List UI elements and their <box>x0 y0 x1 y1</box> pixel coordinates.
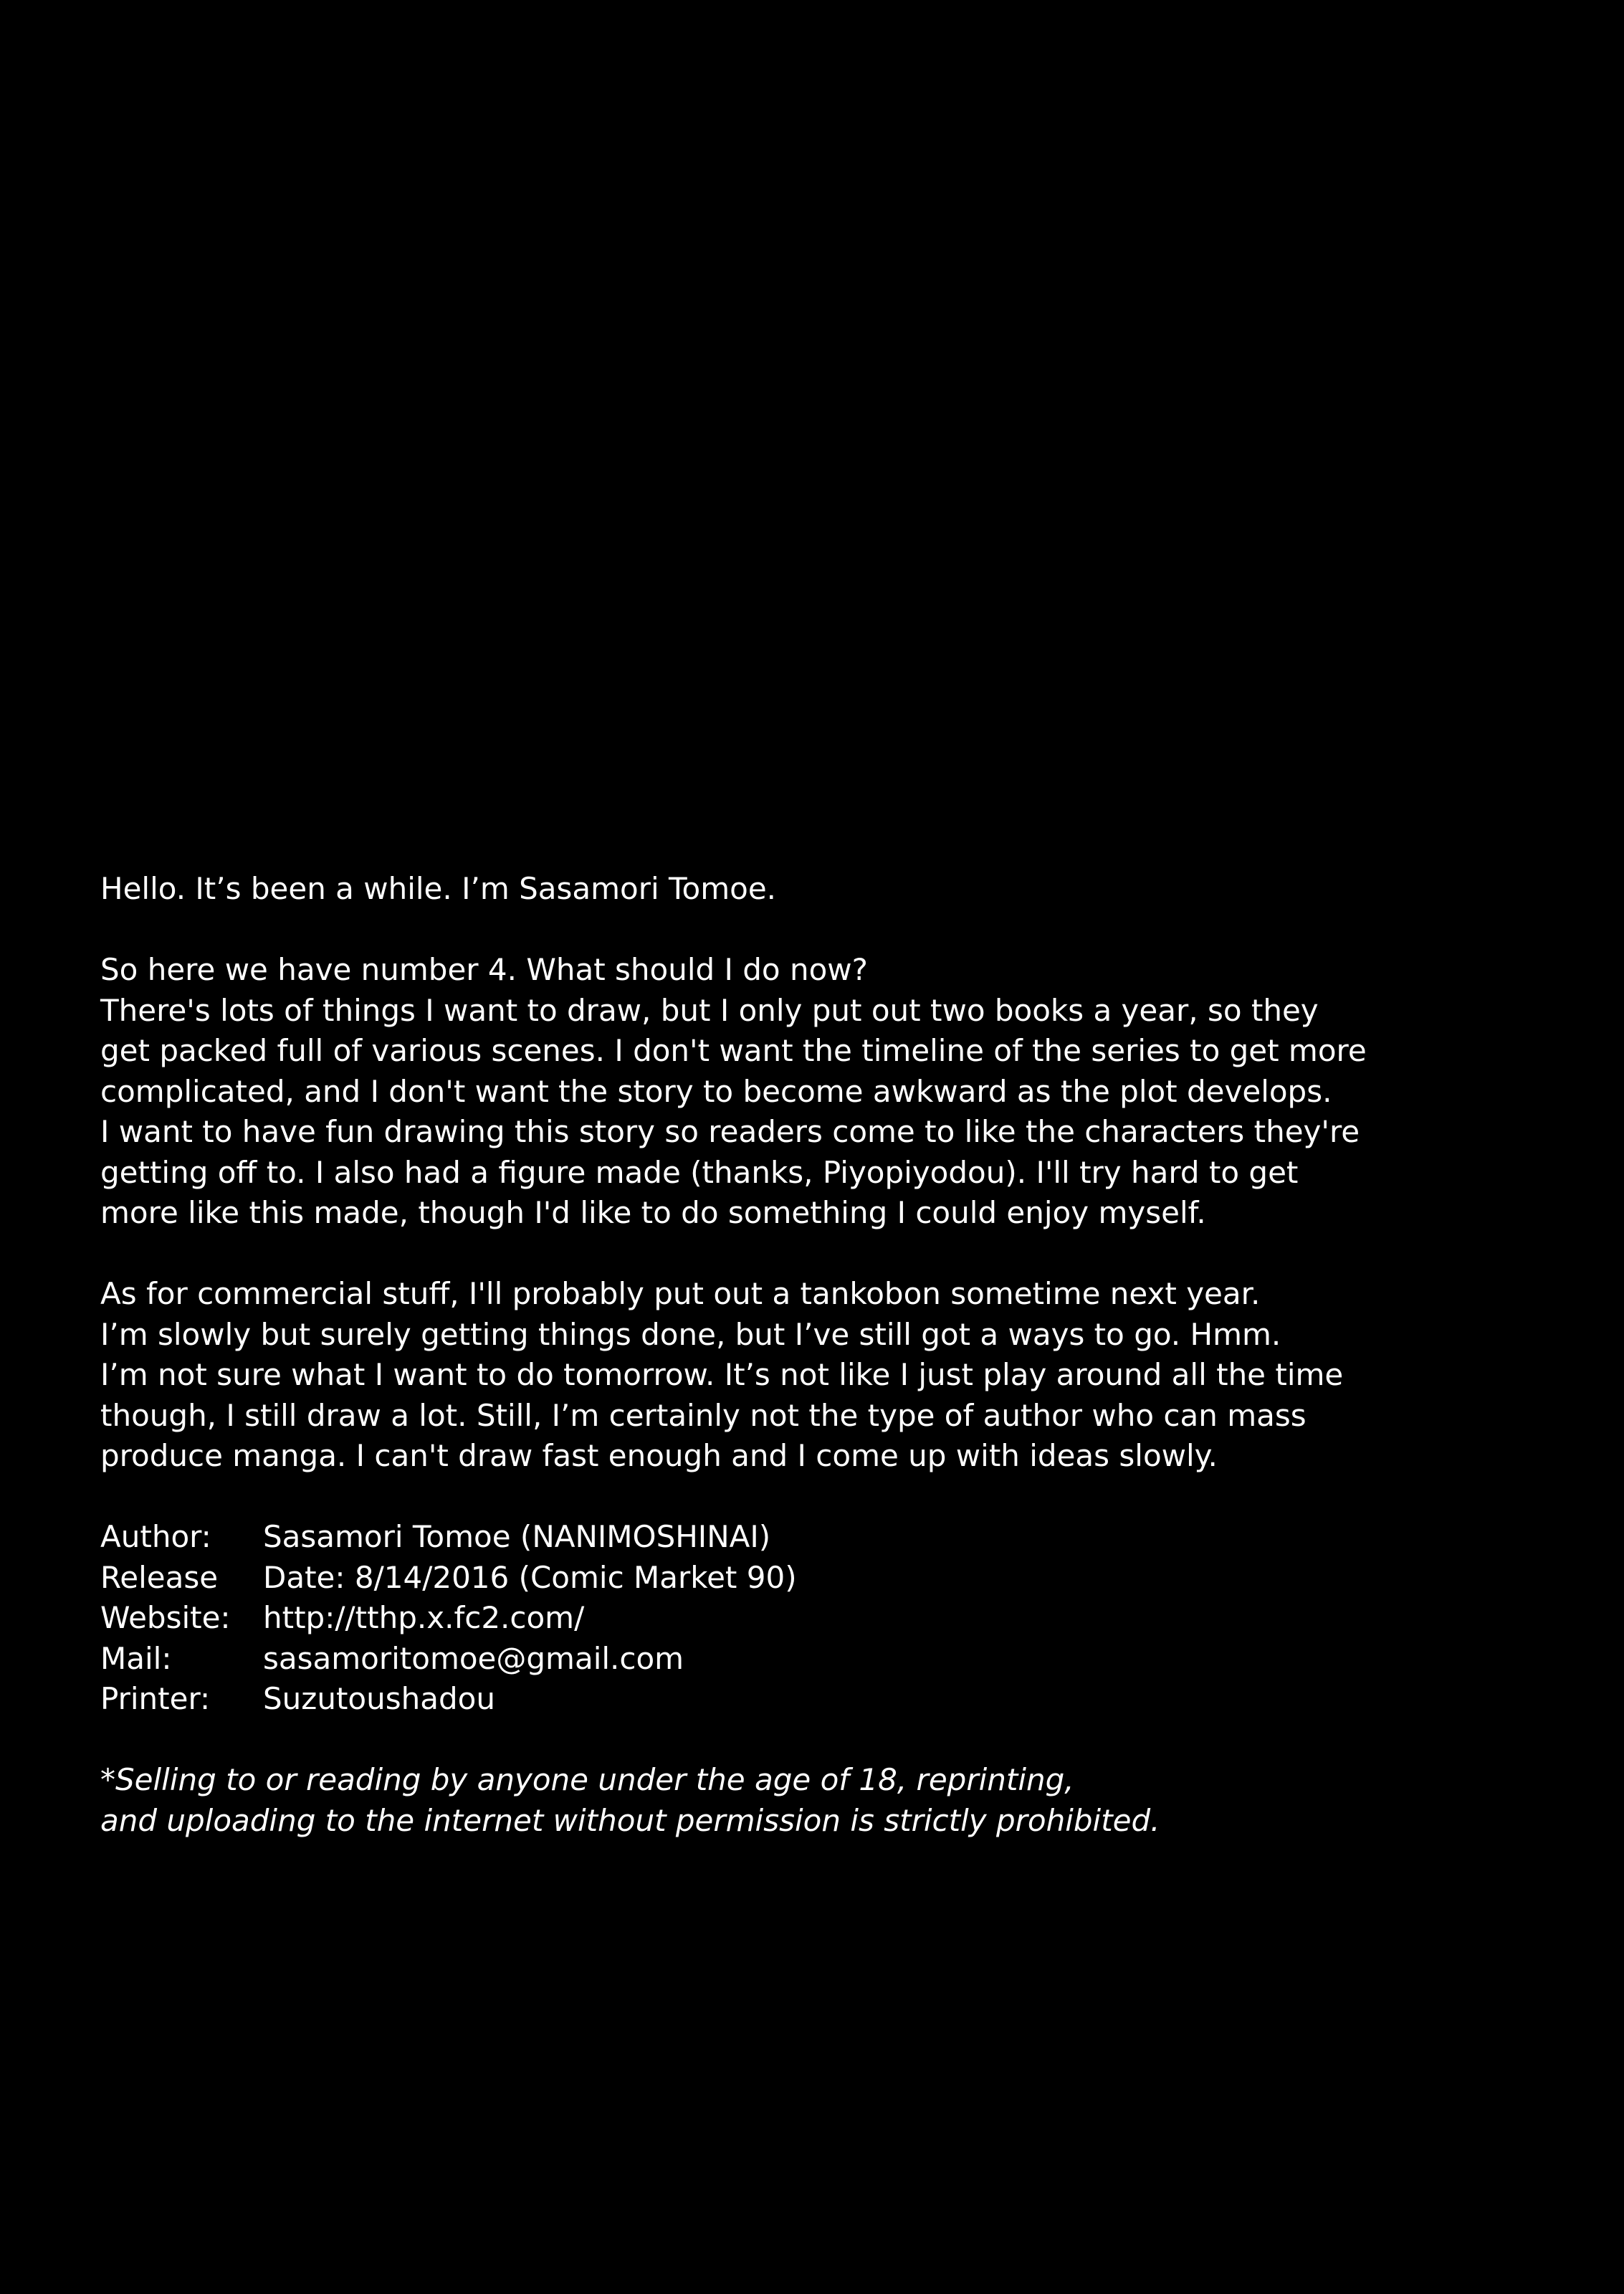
credit-value: sasamoritomoe@gmail.com <box>263 1640 684 1676</box>
credit-row-printer <box>100 1679 1534 1720</box>
credit-label: Printer: <box>100 1681 211 1716</box>
credit-value: http://tthp.x.fc2.com/ <box>263 1600 585 1635</box>
paragraph-2-line: I’m not sure what I want to do tomorrow. It’s not like I just play around all the time <box>100 1357 1344 1392</box>
credits-block <box>100 1517 1534 1720</box>
paragraph-gap <box>100 1477 1534 1518</box>
paragraph-2-line: As for commercial stuff, I'll probably put out a tankobon sometime next year. <box>100 1276 1261 1311</box>
paragraph-1-line: So here we have number 4. What should I do now? <box>100 952 868 987</box>
credit-label: Release <box>100 1559 219 1595</box>
paragraph-1-line: get packed full of various scenes. I don't want the timeline of the series to get more <box>100 1033 1367 1068</box>
paragraph-gap <box>100 1234 1534 1275</box>
paragraph-2-line: though, I still draw a lot. Still, I’m certainly not the type of author who can mass <box>100 1397 1307 1433</box>
paragraph-1-line: getting off to. I also had a figure made (thanks, Piyopiyodou). I'll try hard to get <box>100 1154 1299 1190</box>
credit-value: Suzutoushadou <box>263 1681 495 1716</box>
paragraph-gap <box>100 910 1534 951</box>
paragraph-1-line: more like this made, though I'd like to do something I could enjoy myself. <box>100 1195 1206 1230</box>
legal-notice-line: and uploading to the internet without permission is strictly prohibited. <box>100 1802 1160 1838</box>
paragraph-1 <box>100 950 1534 1234</box>
credit-row-website <box>100 1598 1534 1639</box>
paragraph-gap <box>100 1720 1534 1761</box>
paragraph-1-line: There's lots of things I want to draw, but I only put out two books a year, so they <box>100 992 1319 1028</box>
credit-value: Sasamori Tomoe (NANIMOSHINAI) <box>263 1519 771 1554</box>
credit-label: Website: <box>100 1600 231 1635</box>
greeting-line: Hello. It’s been a while. I’m Sasamori Tomoe. <box>100 871 777 906</box>
credit-row-release <box>100 1558 1534 1599</box>
credit-row-mail <box>100 1639 1534 1680</box>
paragraph-1-line: I want to have fun drawing this story so readers come to like the characters they're <box>100 1114 1360 1149</box>
legal-notice <box>100 1760 1534 1841</box>
paragraph-2-line: I’m slowly but surely getting things done, but I’ve still got a ways to go. Hmm. <box>100 1316 1281 1352</box>
credit-label: Author: <box>100 1519 211 1554</box>
paragraph-2 <box>100 1274 1534 1477</box>
credit-row-author <box>100 1517 1534 1558</box>
paragraph-2-line: produce manga. I can't draw fast enough and I come up with ideas slowly. <box>100 1438 1218 1473</box>
afterword-page <box>100 869 1534 1841</box>
paragraph-1-line: complicated, and I don't want the story to become awkward as the plot develops. <box>100 1073 1332 1109</box>
legal-notice-line: *Selling to or reading by anyone under the age of 18, reprinting, <box>100 1762 1074 1797</box>
credit-value: Date: 8/14/2016 (Comic Market 90) <box>263 1559 797 1595</box>
credit-label: Mail: <box>100 1640 172 1676</box>
